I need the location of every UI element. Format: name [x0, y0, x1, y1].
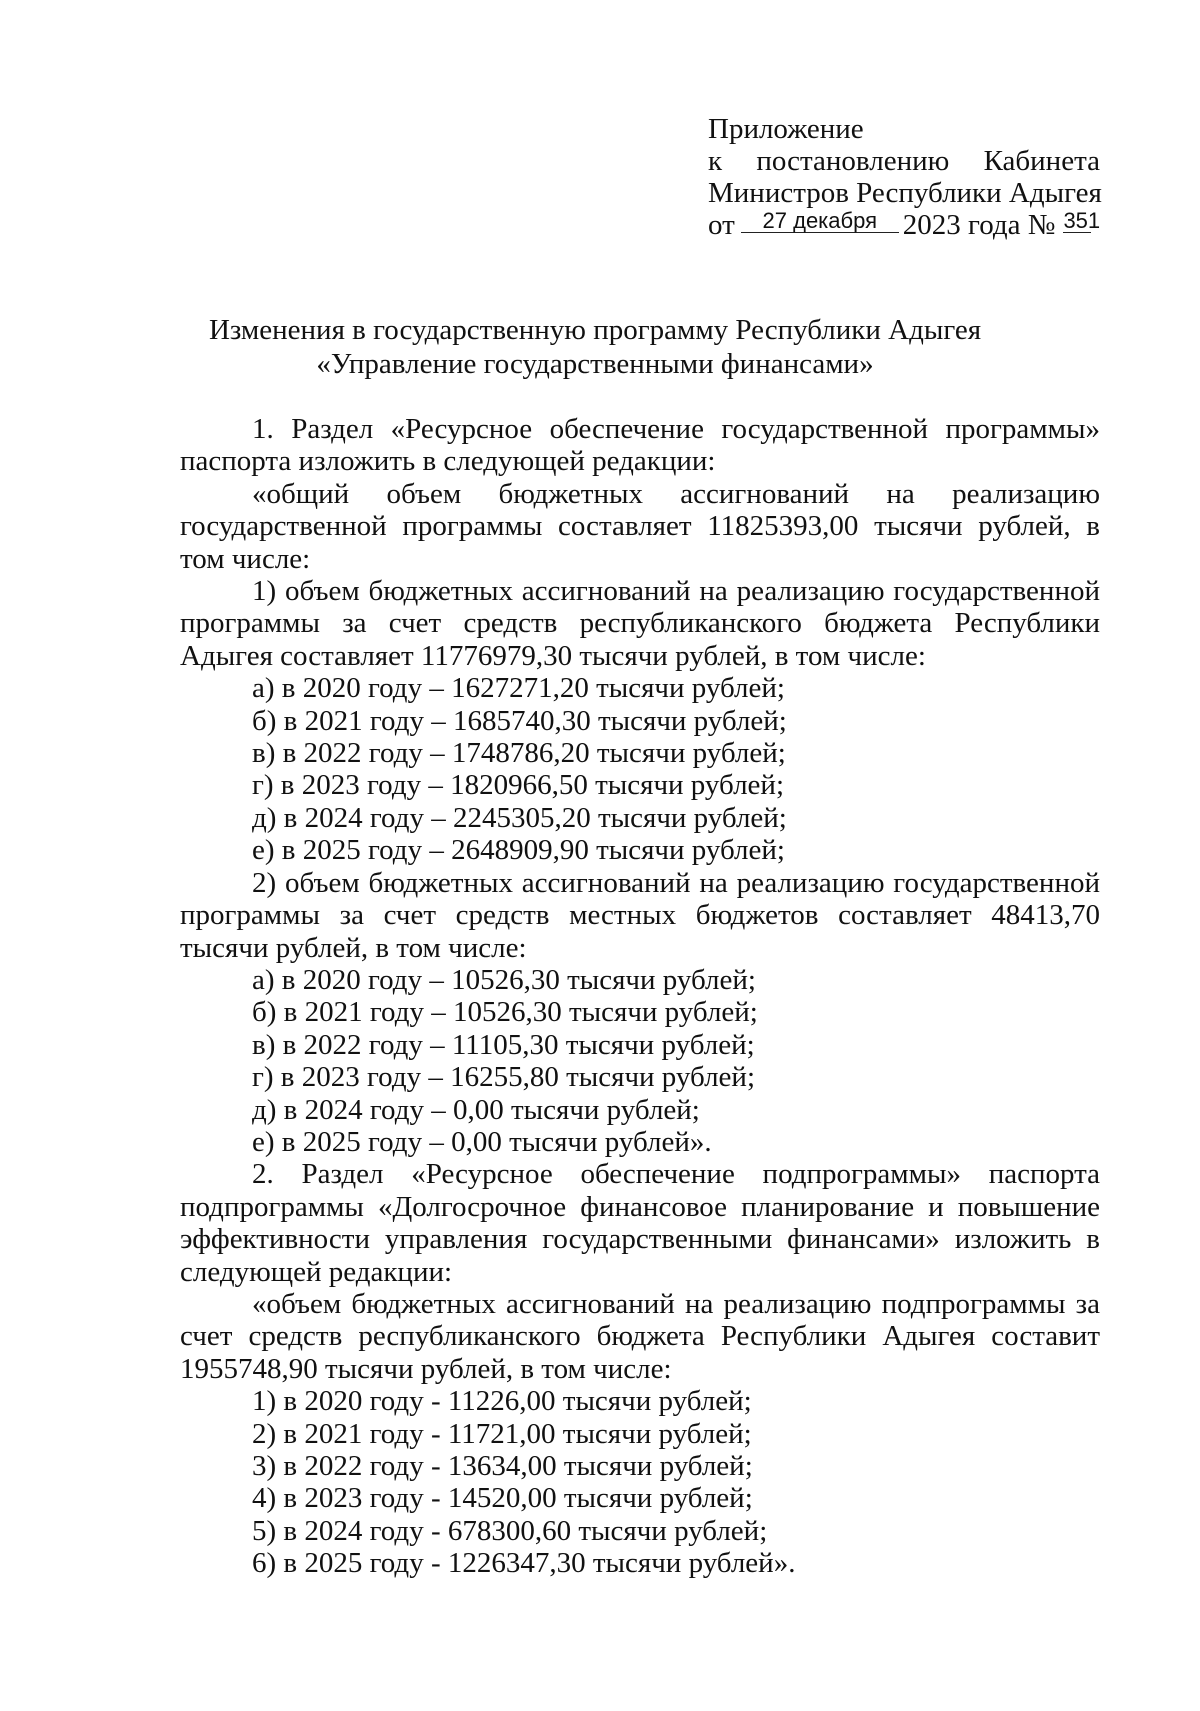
year-and-number-label: 2023 года №	[902, 209, 1056, 241]
section-2-total: «объем бюджетных ассигнований на реализацию подпрограммы за счет средств республиканского бюджета Республики Адыгея составит 1955748,90 тысячи рублей, в том числе:	[180, 1287, 1100, 1385]
section-1-republic-intro: 1) объем бюджетных ассигнований на реализацию государственной программы за счет средств республиканского бюджета Республики Адыгея составляет 11776979,30 тысячи рублей, в том числе:	[180, 575, 1100, 672]
appendix-word-k: к	[708, 145, 723, 177]
appendix-word-resolution: постановлению	[756, 145, 950, 177]
list-item: 1) в 2020 году - 11226,00 тысячи рублей;	[252, 1385, 752, 1418]
list-item: г) в 2023 году – 16255,80 тысячи рублей;	[252, 1061, 755, 1094]
appendix-header	[708, 113, 1100, 241]
list-item: 2) в 2021 году - 11721,00 тысячи рублей;	[252, 1417, 752, 1450]
list-item: 3) в 2022 году - 13634,00 тысячи рублей;	[252, 1450, 753, 1482]
list-item: б) в 2021 году – 10526,30 тысячи рублей;	[252, 996, 758, 1029]
list-item: 5) в 2024 году - 678300,60 тысячи рублей;	[252, 1514, 768, 1547]
date-prefix: от	[708, 209, 735, 241]
appendix-ministers: Министров Республики Адыгея	[708, 177, 1102, 209]
handwritten-number: 351	[1063, 208, 1101, 233]
list-item: а) в 2020 году – 1627271,20 тысячи рублей;	[252, 672, 785, 705]
title-line-2: «Управление государственными финансами»	[316, 348, 874, 380]
section-1-intro: 1. Раздел «Ресурсное обеспечение государственной программы» паспорта изложить в следующей редакции:	[180, 413, 1100, 478]
list-item: е) в 2025 году – 0,00 тысячи рублей».	[252, 1125, 712, 1158]
list-item: е) в 2025 году – 2648909,90 тысячи рублей;	[252, 834, 785, 867]
title-line-1: Изменения в государственную программу Республики Адыгея	[208, 314, 982, 346]
document-title	[180, 313, 1010, 381]
appendix-word-cabinet: Кабинета	[983, 145, 1100, 177]
list-item: 6) в 2025 году - 1226347,30 тысячи рублей».	[252, 1547, 796, 1580]
list-item: а) в 2020 году – 10526,30 тысячи рублей;	[252, 963, 756, 996]
list-item: в) в 2022 году – 11105,30 тысячи рублей;	[252, 1028, 755, 1061]
list-item: д) в 2024 году – 2245305,20 тысячи рублей;	[252, 801, 787, 834]
list-item: в) в 2022 году – 1748786,20 тысячи рублей;	[252, 737, 786, 770]
handwritten-date: 27 декабря	[741, 210, 899, 233]
document-body	[180, 413, 1100, 1580]
list-item: д) в 2024 году – 0,00 тысячи рублей;	[252, 1093, 700, 1126]
list-item: г) в 2023 году – 1820966,50 тысячи рублей;	[252, 769, 784, 802]
section-1-local-intro: 2) объем бюджетных ассигнований на реализацию государственной программы за счет средств местных бюджетов составляет 48413,70 тысячи рублей, в том числе:	[180, 866, 1100, 964]
list-item: 4) в 2023 году - 14520,00 тысячи рублей;	[252, 1482, 753, 1515]
section-2-intro: 2. Раздел «Ресурсное обеспечение подпрограммы» паспорта подпрограммы «Долгосрочное финансовое планирование и повышение эффективности управления государственными финансами» изложить в следующей редакции:	[180, 1158, 1100, 1288]
appendix-line-2	[708, 145, 1100, 177]
appendix-label: Приложение	[708, 113, 864, 145]
list-item: б) в 2021 году – 1685740,30 тысячи рублей;	[252, 704, 787, 737]
appendix-line-1	[708, 113, 1100, 145]
appendix-line-3	[708, 177, 1100, 209]
appendix-date-line	[708, 209, 1100, 241]
section-1-total: «общий объем бюджетных ассигнований на реализацию государственной программы составляет 11825393,00 тысячи рублей, в том числе:	[180, 477, 1100, 575]
